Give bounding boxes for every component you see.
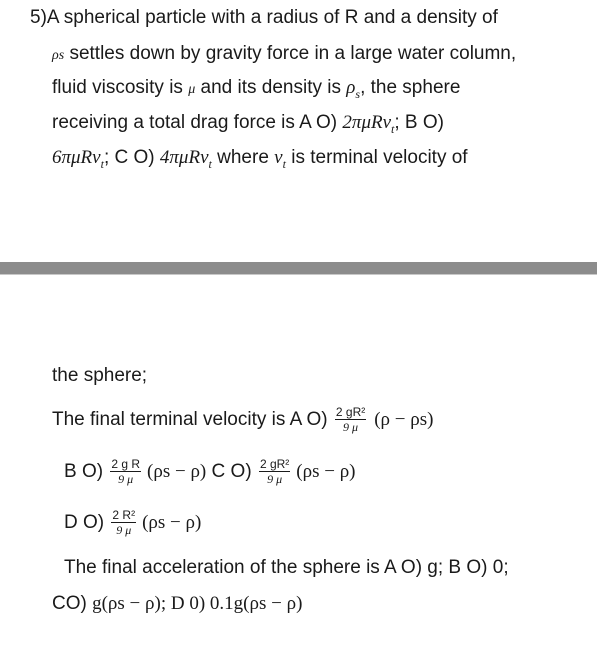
question-text: , the sphere — [360, 77, 461, 98]
continuation-line-11 — [52, 592, 302, 616]
continuation-text: the sphere; — [52, 365, 148, 386]
continuation-text: The final terminal velocity is A O) — [52, 409, 333, 430]
rho-symbol: ρ — [346, 77, 356, 98]
fraction-numerator: 2 gR² — [259, 457, 290, 472]
subscript: t — [282, 156, 286, 171]
drag-expression-c: 4πμRv — [159, 147, 209, 168]
question-text: ; C O) — [103, 147, 160, 168]
question-line-3 — [52, 76, 460, 106]
rho-s-symbol: ρs — [52, 48, 65, 63]
drag-expression-a: 2πμRv — [342, 112, 392, 133]
question-line-4 — [52, 111, 444, 141]
option-expression: (ρs − ρ) — [296, 461, 356, 482]
fraction-numerator: 2 gR² — [335, 405, 366, 420]
fraction — [259, 457, 290, 486]
fraction — [111, 508, 136, 537]
question-text: settles down by gravity force in a large water column, — [64, 43, 517, 64]
fraction-denominator: 9 μ — [267, 472, 283, 487]
question-text: fluid viscosity is — [52, 77, 189, 98]
question-line-1 — [30, 6, 498, 30]
continuation-line-7 — [52, 400, 433, 440]
vt-symbol: v — [274, 147, 283, 168]
fraction-numerator: 2 R² — [112, 508, 136, 523]
fraction-numerator: 2 g R — [111, 457, 141, 472]
continuation-line-9 — [64, 503, 201, 543]
continuation-text: B O) — [64, 461, 109, 482]
continuation-line-8 — [64, 452, 356, 492]
continuation-text: C O) — [206, 461, 257, 482]
question-text: where — [211, 147, 275, 168]
fraction-denominator: 9 μ — [343, 420, 359, 435]
subscript: t — [100, 156, 104, 171]
subscript: t — [208, 156, 212, 171]
option-expression: (ρs − ρ) — [147, 461, 207, 482]
continuation-text: CO) — [52, 593, 93, 614]
question-text: receiving a total drag force is A O) — [52, 112, 343, 133]
mu-symbol: μ — [188, 82, 196, 97]
continuation-text: D O) — [64, 512, 110, 533]
continuation-line-10 — [64, 556, 509, 580]
fraction — [110, 457, 141, 486]
question-text: 5)A spherical particle with a radius of R and a density of — [30, 7, 498, 28]
fraction-denominator: 9 μ — [118, 472, 134, 487]
question-text: and its density is — [195, 77, 347, 98]
drag-expression-b: 6πμRv — [52, 147, 101, 168]
question-line-2 — [52, 42, 516, 68]
subscript: t — [391, 121, 395, 136]
option-expression: (ρs − ρ) — [142, 512, 202, 533]
page-divider — [0, 262, 597, 274]
continuation-line-6 — [52, 364, 147, 388]
rho-subscript: s — [355, 86, 361, 101]
fraction-denominator: 9 μ — [116, 523, 132, 538]
continuation-text: The final acceleration of the sphere is A O) g; B O) 0; — [64, 557, 509, 578]
fraction — [335, 405, 366, 434]
page-divider-shadow — [0, 274, 597, 275]
option-expression: (ρ − ρs) — [374, 409, 434, 430]
question-text: is terminal velocity of — [285, 147, 468, 168]
option-expression: g(ρs − ρ); D 0) 0.1g(ρs − ρ) — [92, 593, 303, 614]
question-text: ; B O) — [394, 112, 444, 133]
question-line-5 — [52, 146, 468, 176]
